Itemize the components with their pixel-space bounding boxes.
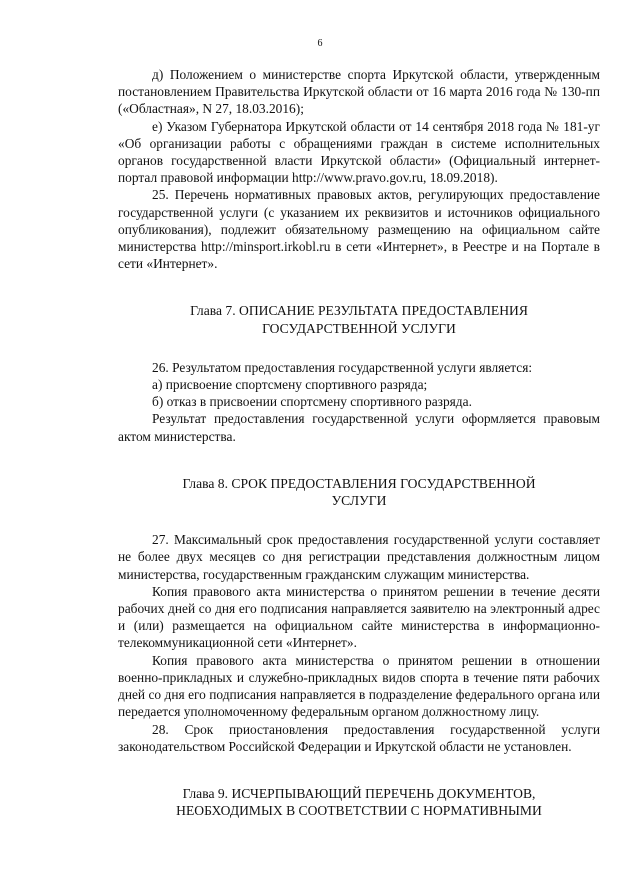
chapter-7-heading <box>118 302 600 336</box>
paragraph-27-copy-2: Копия правового акта министерства о принятом решении в отношении военно-прикладных и служебно-прикладных видов спорта в течение пяти рабочих дней со дня его подписания направляется в подразделение федерального органа или передается уполномоченному федеральным органом должностному лицу. <box>118 652 600 720</box>
paragraph-d: д) Положением о министерстве спорта Иркутской области, утвержденным постановлением Правительства Иркутской области от 16 марта 2016 года № 130-пп («Областная», N 27, 18.03.2016); <box>118 67 600 117</box>
paragraph-26-a: а) присвоение спортсмену спортивного разряда; <box>152 377 428 393</box>
chapter-9-title-line-2: НЕОБХОДИМЫХ В СООТВЕТСТВИИ С НОРМАТИВНЫМИ <box>176 803 542 819</box>
paragraph-27-copy-1: Копия правового акта министерства о принятом решении в течение десяти рабочих дней со дня его подписания направляется заявителю на электронный адрес и (или) размещается на официальном сайте министерства в информационно-телекоммуникационной сети «Интернет». <box>118 583 600 651</box>
chapter-8-title-line-1: Глава 8. СРОК ПРЕДОСТАВЛЕНИЯ ГОСУДАРСТВЕННОЙ <box>182 475 536 491</box>
paragraph-28: 28. Срок приостановления предоставления государственной услуги законодательством Российской Федерации и Иркутской области не установлен. <box>118 721 600 754</box>
chapter-8-title-line-2: УСЛУГИ <box>331 493 387 509</box>
paragraph-26-b: б) отказ в присвоении спортсмену спортивного разряда. <box>152 394 472 410</box>
paragraph-26: 26. Результатом предоставления государственной услуги является: <box>152 359 533 375</box>
page-content <box>118 66 600 819</box>
paragraph-25: 25. Перечень нормативных правовых актов, регулирующих предоставление государственной услуги (с указанием их реквизитов и источников официального опубликования), подлежит обязательному размещению на официальном сайте министерства http://minsport.irkobl.ru в сети «Интернет», в Реестре и на Портале в сети «Интернет». <box>118 187 600 272</box>
chapter-9-title-line-1: Глава 9. ИСЧЕРПЫВАЮЩИЙ ПЕРЕЧЕНЬ ДОКУМЕНТОВ, <box>182 785 536 801</box>
paragraph-e: е) Указом Губернатора Иркутской области от 14 сентября 2018 года № 181-уг «Об организации работы с обращениями граждан в системе исполнительных органов государственной власти Иркутской области» (Официальный интернет-портал правовой информации http://www.pravo.gov.ru, 18.09.2018). <box>118 118 600 186</box>
chapter-7-title-line-2: ГОСУДАРСТВЕННОЙ УСЛУГИ <box>262 320 456 336</box>
paragraph-26-result: Результат предоставления государственной услуги оформляется правовым актом министерства. <box>118 411 600 444</box>
chapter-8-heading <box>118 475 600 509</box>
chapter-9-heading <box>118 785 600 819</box>
page-number: 6 <box>317 38 323 49</box>
chapter-7-title-line-1: Глава 7. ОПИСАНИЕ РЕЗУЛЬТАТА ПРЕДОСТАВЛЕНИЯ <box>190 303 528 319</box>
paragraph-27: 27. Максимальный срок предоставления государственной услуги составляет не более двух месяцев со дня регистрации представления должностным лицом министерства, государственным гражданским служащим министерства. <box>118 532 600 582</box>
